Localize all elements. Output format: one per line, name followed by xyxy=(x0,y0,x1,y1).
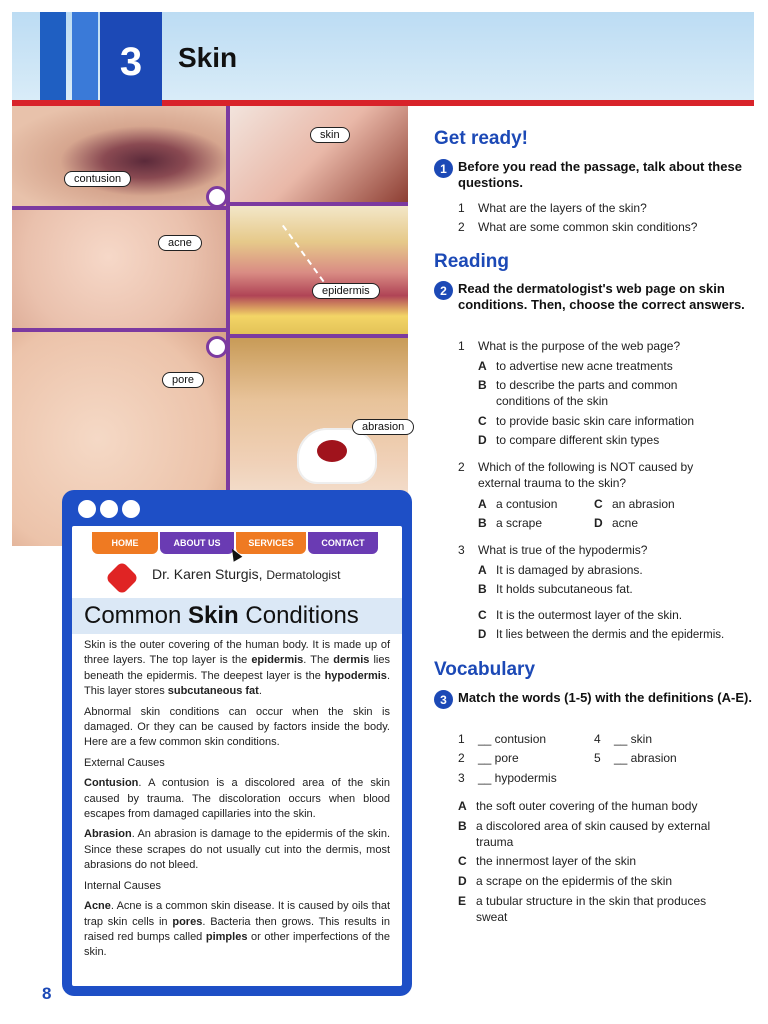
doctor-title: Dermatologist xyxy=(266,568,341,582)
window-dots xyxy=(78,500,140,518)
word-item: 1 __ contusion xyxy=(458,732,547,746)
question-1: 1 What are the layers of the skin? xyxy=(458,201,647,215)
section-vocabulary: Vocabulary xyxy=(434,659,536,680)
reading-question-2: 2 Which of the following is NOT caused by external trauma to the skin? xyxy=(458,460,694,490)
page-number: 8 xyxy=(42,984,52,1003)
paragraph-abnormal: Abnormal skin conditions can occur when the skin is damaged. Or they can be caused by factors inside the body. Here are a few common skin conditions. xyxy=(84,705,390,749)
doctor-name-text: Dr. Karen Sturgis, xyxy=(152,566,263,582)
nav-about-us[interactable]: ABOUT US xyxy=(160,532,234,554)
header-stripe xyxy=(40,12,66,112)
option: D to compare different skin types xyxy=(478,433,660,447)
paragraph-acne: Acne. Acne is a common skin disease. It is caused by oils that trap skin cells in pores. Bacteria then grows. This results in raised red bumps called pimples or other imperfections of the skin. xyxy=(84,900,391,959)
subheading-internal: Internal Causes xyxy=(84,879,162,892)
window-dot xyxy=(100,500,118,518)
option: D acne xyxy=(594,516,639,530)
contusion-photo xyxy=(12,106,226,206)
option: B It holds subcutaneous fat. xyxy=(478,582,633,596)
definition: B a discolored area of skin caused by external trauma xyxy=(458,819,711,849)
option: B to describe the parts and common conditions of the skin xyxy=(478,378,678,408)
definition: D a scrape on the epidermis of the skin xyxy=(458,874,673,888)
option: C an abrasion xyxy=(594,497,675,511)
option: D It lies between the dermis and the epidermis. xyxy=(478,629,725,641)
option: C It is the outermost layer of the skin. xyxy=(478,608,683,622)
window-dot xyxy=(122,500,140,518)
option: C to provide basic skin care information xyxy=(478,414,695,428)
collage-joint xyxy=(206,186,228,208)
skin-photo xyxy=(230,106,408,202)
callout-abrasion: abrasion xyxy=(352,419,414,435)
definition: C the innermost layer of the skin xyxy=(458,854,637,868)
acne-photo xyxy=(12,210,226,328)
option: A a contusion xyxy=(478,497,558,511)
number-badge: 2 xyxy=(434,281,453,300)
word-item: 3 __ hypodermis xyxy=(458,771,557,785)
callout-skin: skin xyxy=(310,127,350,143)
callout-acne: acne xyxy=(158,235,202,251)
web-page xyxy=(72,526,402,986)
window-dot xyxy=(78,500,96,518)
wound-shape xyxy=(317,440,347,462)
chapter-number: 3 xyxy=(100,12,162,112)
section-reading: Reading xyxy=(434,251,509,272)
definition: E a tubular structure in the skin that produces sweat xyxy=(458,894,707,924)
section-get-ready: Get ready! xyxy=(434,128,528,149)
option: A to advertise new acne treatments xyxy=(478,359,673,373)
instruction-vocabulary: 3 Match the words (1-5) with the definitions (A-E). xyxy=(434,690,754,706)
callout-contusion: contusion xyxy=(64,171,131,187)
web-page-body xyxy=(84,638,390,966)
definition: A the soft outer covering of the human body xyxy=(458,799,698,813)
chapter-title: Skin xyxy=(178,42,238,73)
number-badge: 1 xyxy=(434,159,453,178)
nav-home[interactable]: HOME xyxy=(92,532,158,554)
doctor-name xyxy=(152,566,340,582)
paragraph-layers: Skin is the outer covering of the human body. It is made up of three layers. The top layer is the epidermis. The dermis lies beneath the epidermis. The deepest layer is the hypodermis. This layer stores subcutaneous fat. xyxy=(84,639,390,698)
nav-contact[interactable]: CONTACT xyxy=(308,532,378,554)
header-stripe xyxy=(72,12,98,112)
paragraph-contusion: Contusion. A contusion is a discolored area of the skin caused by trauma. The discoloration occurs when blood escapes from damaged capillaries into the skin. xyxy=(84,777,390,821)
word-item: 2 __ pore xyxy=(458,751,519,765)
nav-services[interactable]: SERVICES xyxy=(236,532,306,554)
subheading-external: External Causes xyxy=(84,756,165,769)
clinic-logo xyxy=(105,561,139,595)
callout-pore: pore xyxy=(162,372,204,388)
epidermis-diagram xyxy=(230,206,408,334)
instruction-get-ready: 1 Before you read the passage, talk about these questions. xyxy=(434,159,754,191)
web-page-card xyxy=(62,490,412,996)
collage-joint xyxy=(206,336,228,358)
option: B a scrape xyxy=(478,516,543,530)
question-2: 2 What are some common skin conditions? xyxy=(458,220,698,234)
reading-question-1: 1 What is the purpose of the web page? xyxy=(458,339,681,353)
number-badge: 3 xyxy=(434,690,453,709)
callout-epidermis: epidermis xyxy=(312,283,380,299)
reading-question-3: 3 What is true of the hypodermis? xyxy=(458,543,648,557)
paragraph-abrasion: Abrasion. An abrasion is damage to the epidermis of the skin. Since these scrapes do not usually cut into the dermis, most abrasions do not bleed. xyxy=(84,828,390,872)
option: A It is damaged by abrasions. xyxy=(478,563,643,577)
word-item: 5 __ abrasion xyxy=(594,751,677,765)
word-item: 4 __ skin xyxy=(594,732,653,746)
instruction-reading: 2 Read the dermatologist's web page on skin conditions. Then, choose the correct answers. xyxy=(434,281,754,313)
web-page-title: Common Skin Conditions xyxy=(84,602,359,629)
